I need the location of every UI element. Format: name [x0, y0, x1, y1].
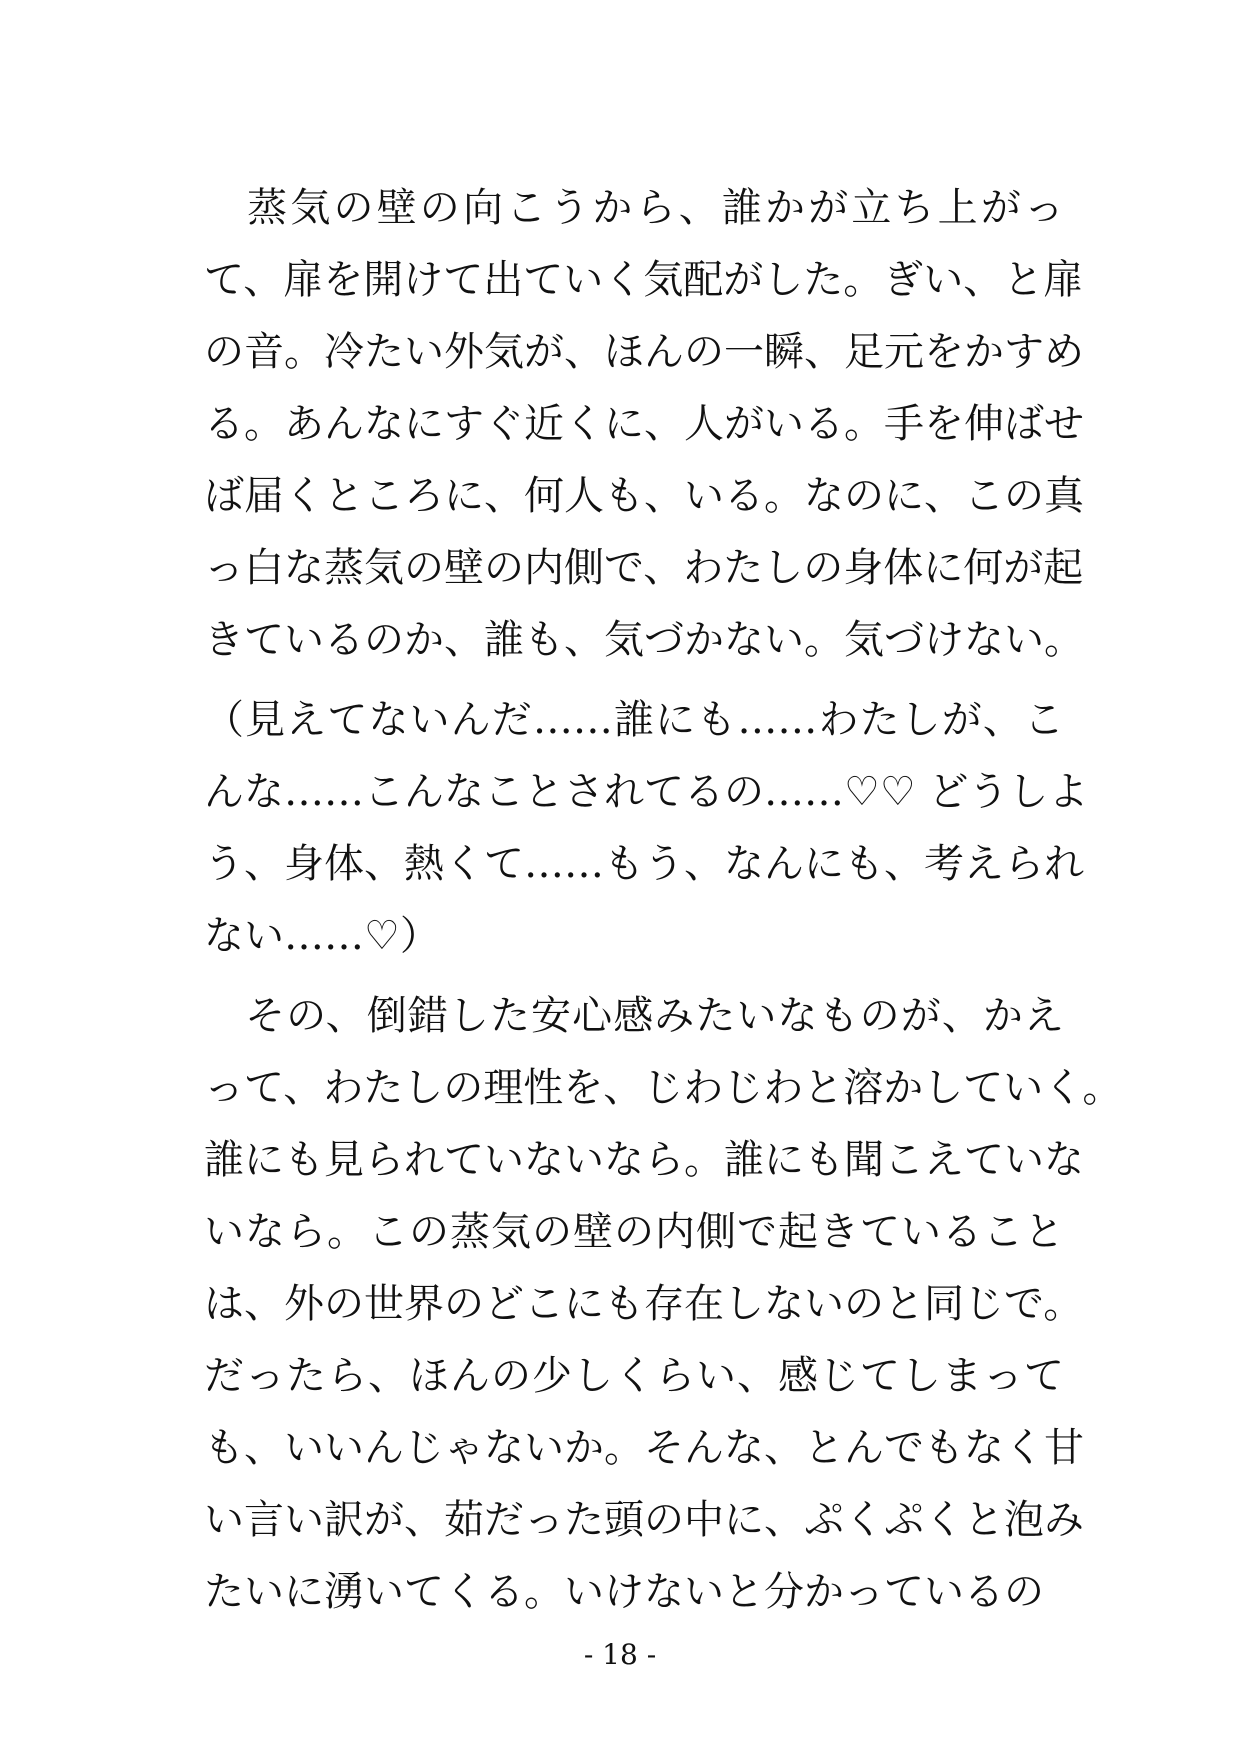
page-number: - 18 -	[583, 1638, 657, 1671]
text-line: は、外の世界のどこにも存在しないのと同じで。	[204, 1281, 1084, 1327]
text-line: っ白な蒸気の壁の内側で、わたしの身体に何が起	[204, 545, 1084, 591]
text-line: （見えてないんだ……誰にも……わたしが、こ	[204, 697, 1064, 743]
text-line: て、扉を開けて出ていく気配がした。ぎい、と扉	[204, 257, 1084, 303]
text-line: って、わたしの理性を、じわじわと溶かしていく。	[204, 1065, 1123, 1111]
text-line: も、いいんじゃないか。そんな、とんでもなく甘	[204, 1425, 1084, 1471]
text-line: う、身体、熱くて……もう、なんにも、考えられ	[204, 841, 1084, 887]
text-line: ば届くところに、何人も、いる。なのに、この真	[204, 473, 1084, 519]
paragraph-2	[204, 684, 1089, 972]
text-line: る。あんなにすぐ近くに、人がいる。手を伸ばせ	[204, 401, 1084, 447]
text-line: たいに湧いてくる。いけないと分かっているの	[204, 1569, 1044, 1615]
text-line: ない……♡）	[204, 913, 440, 959]
text-line: 蒸気の壁の向こうから、誰かが立ち上がっ	[204, 185, 1064, 231]
text-line: いなら。この蒸気の壁の内側で起きていること	[204, 1209, 1064, 1255]
text-line: 誰にも見られていないなら。誰にも聞こえていな	[204, 1137, 1084, 1183]
text-line: きているのか、誰も、気づかない。気づけない。	[204, 617, 1084, 663]
text-line: その、倒錯した安心感みたいなものが、かえ	[204, 993, 1064, 1039]
text-line: い言い訳が、茹だった頭の中に、ぷくぷくと泡み	[204, 1497, 1084, 1543]
body-text	[204, 172, 1123, 1628]
text-line: の音。冷たい外気が、ほんの一瞬、足元をかすめ	[204, 329, 1084, 375]
text-line: だったら、ほんの少しくらい、感じてしまって	[204, 1353, 1064, 1399]
text-line: んな……こんなことされてるの……♡♡ どうしよ	[204, 769, 1089, 815]
paragraph-3	[204, 980, 1123, 1628]
paragraph-1	[204, 172, 1084, 676]
